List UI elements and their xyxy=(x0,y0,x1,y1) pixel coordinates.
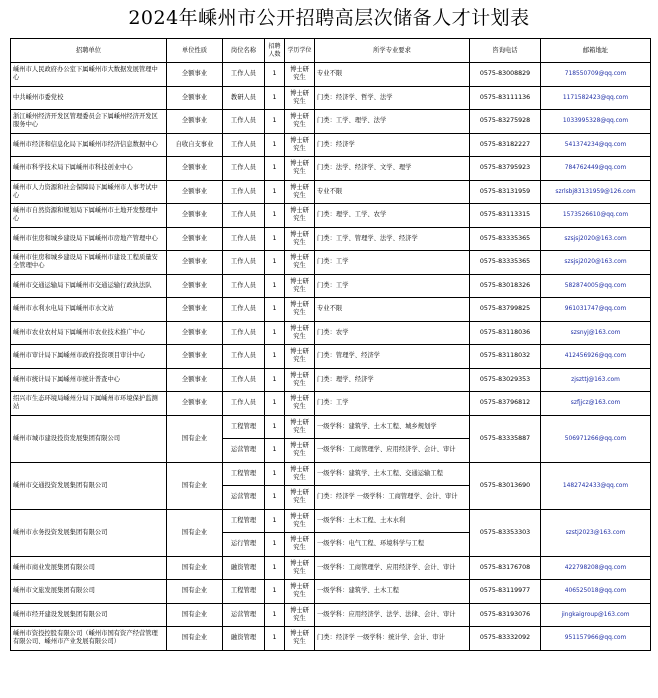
nature-cell: 国有企业 xyxy=(167,509,223,556)
count-cell: 1 xyxy=(265,462,285,486)
header-row xyxy=(11,39,651,63)
major-cell: 一级学科：工商管理学、应用经济学、会计、审计 xyxy=(315,556,470,580)
table-row xyxy=(11,274,651,298)
recruitment-table xyxy=(10,38,651,651)
count-cell: 1 xyxy=(265,509,285,533)
header-major: 所学专业要求 xyxy=(315,39,470,63)
nature-cell: 全额事业 xyxy=(167,368,223,392)
unit-cell: 嵊州市经济和信息化局下属嵊州市经济信息数据中心 xyxy=(11,133,167,157)
email-cell[interactable]: szsnyj@163.com xyxy=(541,321,651,345)
unit-cell: 中共嵊州市委党校 xyxy=(11,86,167,110)
count-cell: 1 xyxy=(265,556,285,580)
email-cell[interactable]: 506971266@qq.com xyxy=(541,415,651,462)
post-cell: 工作人员 xyxy=(223,180,265,204)
post-cell: 工作人员 xyxy=(223,133,265,157)
table-row xyxy=(11,556,651,580)
count-cell: 1 xyxy=(265,533,285,557)
unit-cell: 嵊州市科学技术局下属嵊州市科技创业中心 xyxy=(11,157,167,181)
email-cell[interactable]: 961031747@qq.com xyxy=(541,298,651,322)
major-cell: 门类：法学、经济学、文学、理学 xyxy=(315,157,470,181)
degree-cell: 博士研究生 xyxy=(285,204,315,228)
post-cell: 工程管理 xyxy=(223,462,265,486)
degree-cell: 博士研究生 xyxy=(285,486,315,510)
phone-cell: 0575-83335365 xyxy=(470,227,541,251)
count-cell: 1 xyxy=(265,298,285,322)
phone-cell: 0575-83795923 xyxy=(470,157,541,181)
email-cell[interactable]: 951157966@qq.com xyxy=(541,627,651,651)
table-row xyxy=(11,509,651,533)
count-cell: 1 xyxy=(265,439,285,463)
phone-cell: 0575-83182227 xyxy=(470,133,541,157)
degree-cell: 博士研究生 xyxy=(285,227,315,251)
email-cell[interactable]: 718550709@qq.com xyxy=(541,63,651,87)
table-row xyxy=(11,345,651,369)
email-cell[interactable]: 412456926@qq.com xyxy=(541,345,651,369)
table-row xyxy=(11,133,651,157)
unit-cell: 嵊州市审计局下属嵊州市政府投资项目审计中心 xyxy=(11,345,167,369)
email-cell[interactable]: jingkaigroup@163.com xyxy=(541,603,651,627)
email-cell[interactable]: 1573526610@qq.com xyxy=(541,204,651,228)
post-cell: 工程管理 xyxy=(223,509,265,533)
phone-cell: 0575-83193076 xyxy=(470,603,541,627)
phone-cell: 0575-83118032 xyxy=(470,345,541,369)
table-row xyxy=(11,251,651,275)
phone-cell: 0575-83111136 xyxy=(470,86,541,110)
unit-cell: 嵊州市资投控股有限公司（嵊州市国有资产经营管理有限公司、嵊州市产业发展有限公司） xyxy=(11,627,167,651)
phone-cell: 0575-83332092 xyxy=(470,627,541,651)
degree-cell: 博士研究生 xyxy=(285,533,315,557)
post-cell: 工作人员 xyxy=(223,251,265,275)
degree-cell: 博士研究生 xyxy=(285,439,315,463)
nature-cell: 自收自支事业 xyxy=(167,133,223,157)
major-cell: 门类：管理学、经济学 xyxy=(315,345,470,369)
email-cell[interactable]: 406525018@qq.com xyxy=(541,580,651,604)
table-row xyxy=(11,392,651,416)
degree-cell: 博士研究生 xyxy=(285,63,315,87)
phone-cell: 0575-83796812 xyxy=(470,392,541,416)
nature-cell: 全额事业 xyxy=(167,321,223,345)
nature-cell: 国有企业 xyxy=(167,580,223,604)
major-cell: 门类：经济学 一级学科：统计学、会计、审计 xyxy=(315,627,470,651)
unit-cell: 嵊州市住房和城乡建设局下属嵊州市房地产管理中心 xyxy=(11,227,167,251)
table-row xyxy=(11,368,651,392)
degree-cell: 博士研究生 xyxy=(285,392,315,416)
nature-cell: 全额事业 xyxy=(167,180,223,204)
post-cell: 工作人员 xyxy=(223,157,265,181)
email-cell[interactable]: 784762449@qq.com xyxy=(541,157,651,181)
post-cell: 工作人员 xyxy=(223,63,265,87)
degree-cell: 博士研究生 xyxy=(285,415,315,439)
count-cell: 1 xyxy=(265,486,285,510)
email-cell[interactable]: szstj2023@163.com xyxy=(541,509,651,556)
header-unit: 招聘单位 xyxy=(11,39,167,63)
major-cell: 门类：工学 xyxy=(315,392,470,416)
major-cell: 专业不限 xyxy=(315,298,470,322)
table-row xyxy=(11,603,651,627)
count-cell: 1 xyxy=(265,368,285,392)
degree-cell: 博士研究生 xyxy=(285,180,315,204)
post-cell: 工作人员 xyxy=(223,298,265,322)
degree-cell: 博士研究生 xyxy=(285,133,315,157)
nature-cell: 全额事业 xyxy=(167,110,223,134)
table-row xyxy=(11,204,651,228)
degree-cell: 博士研究生 xyxy=(285,603,315,627)
table-row xyxy=(11,110,651,134)
major-cell: 一级学科：土木工程、土木水利 xyxy=(315,509,470,533)
degree-cell: 博士研究生 xyxy=(285,627,315,651)
major-cell: 一级学科：应用经济学、法学、法律、会计、审计 xyxy=(315,603,470,627)
major-cell: 门类：工学 xyxy=(315,251,470,275)
phone-cell: 0575-83118036 xyxy=(470,321,541,345)
unit-cell: 嵊州市经开建设发展集团有限公司 xyxy=(11,603,167,627)
major-cell: 门类：理学、经济学 xyxy=(315,368,470,392)
post-cell: 运营管理 xyxy=(223,486,265,510)
header-degree: 学历学位 xyxy=(285,39,315,63)
major-cell: 门类：工学、管理学、法学、经济学 xyxy=(315,227,470,251)
header-email: 邮箱地址 xyxy=(541,39,651,63)
unit-cell: 嵊州市商业发展集团有限公司 xyxy=(11,556,167,580)
major-cell: 一级学科：建筑学、土木工程、交通运输工程 xyxy=(315,462,470,486)
post-cell: 工作人员 xyxy=(223,368,265,392)
phone-cell: 0575-83013690 xyxy=(470,462,541,509)
count-cell: 1 xyxy=(265,251,285,275)
table-row xyxy=(11,321,651,345)
header-post: 岗位名称 xyxy=(223,39,265,63)
count-cell: 1 xyxy=(265,204,285,228)
table-row xyxy=(11,86,651,110)
nature-cell: 国有企业 xyxy=(167,556,223,580)
count-cell: 1 xyxy=(265,227,285,251)
email-cell[interactable]: zjszttj@163.com xyxy=(541,368,651,392)
degree-cell: 博士研究生 xyxy=(285,345,315,369)
nature-cell: 全额事业 xyxy=(167,392,223,416)
nature-cell: 全额事业 xyxy=(167,227,223,251)
post-cell: 工作人员 xyxy=(223,345,265,369)
count-cell: 1 xyxy=(265,603,285,627)
nature-cell: 全额事业 xyxy=(167,63,223,87)
nature-cell: 全额事业 xyxy=(167,251,223,275)
count-cell: 1 xyxy=(265,345,285,369)
major-cell: 一级学科：建筑学、土木工程、城乡规划学 xyxy=(315,415,470,439)
count-cell: 1 xyxy=(265,86,285,110)
count-cell: 1 xyxy=(265,580,285,604)
major-cell: 门类：经济学、哲学、法学 xyxy=(315,86,470,110)
header-phone: 咨询电话 xyxy=(470,39,541,63)
major-cell: 一级学科：工商管理学、应用经济学、会计、审计 xyxy=(315,439,470,463)
phone-cell: 0575-83113315 xyxy=(470,204,541,228)
post-cell: 教研人员 xyxy=(223,86,265,110)
email-cell[interactable]: 1033995328@qq.com xyxy=(541,110,651,134)
count-cell: 1 xyxy=(265,627,285,651)
post-cell: 工作人员 xyxy=(223,392,265,416)
email-cell[interactable]: szsjsj2020@163.com xyxy=(541,251,651,275)
post-cell: 融资管理 xyxy=(223,556,265,580)
major-cell: 一级学科：电气工程、环境科学与工程 xyxy=(315,533,470,557)
table-row xyxy=(11,227,651,251)
table-row xyxy=(11,462,651,486)
post-cell: 工程管理 xyxy=(223,415,265,439)
nature-cell: 国有企业 xyxy=(167,627,223,651)
phone-cell: 0575-83029353 xyxy=(470,368,541,392)
degree-cell: 博士研究生 xyxy=(285,556,315,580)
major-cell: 门类：理学、工学、农学 xyxy=(315,204,470,228)
email-cell[interactable]: 1171582423@qq.com xyxy=(541,86,651,110)
post-cell: 工作人员 xyxy=(223,110,265,134)
major-cell: 门类：经济学 一级学科：工商管理学、会计、审计 xyxy=(315,486,470,510)
count-cell: 1 xyxy=(265,133,285,157)
degree-cell: 博士研究生 xyxy=(285,321,315,345)
count-cell: 1 xyxy=(265,180,285,204)
phone-cell: 0575-83335365 xyxy=(470,251,541,275)
degree-cell: 博士研究生 xyxy=(285,274,315,298)
post-cell: 工作人员 xyxy=(223,321,265,345)
table-row xyxy=(11,580,651,604)
post-cell: 运行管理 xyxy=(223,533,265,557)
unit-cell: 嵊州市交通运输局下属嵊州市交通运输行政执法队 xyxy=(11,274,167,298)
count-cell: 1 xyxy=(265,392,285,416)
degree-cell: 博士研究生 xyxy=(285,509,315,533)
header-nature: 单位性质 xyxy=(167,39,223,63)
header-count: 招聘人数 xyxy=(265,39,285,63)
count-cell: 1 xyxy=(265,274,285,298)
degree-cell: 博士研究生 xyxy=(285,251,315,275)
count-cell: 1 xyxy=(265,415,285,439)
post-cell: 工作人员 xyxy=(223,204,265,228)
email-cell[interactable]: szrlsbj83131959@126.com xyxy=(541,180,651,204)
degree-cell: 博士研究生 xyxy=(285,157,315,181)
count-cell: 1 xyxy=(265,110,285,134)
nature-cell: 国有企业 xyxy=(167,415,223,462)
email-cell[interactable]: szsjsj2020@163.com xyxy=(541,227,651,251)
table-body xyxy=(11,63,651,651)
unit-cell: 浙江嵊州经济开发区管理委员会下属嵊州经济开发区服务中心 xyxy=(11,110,167,134)
nature-cell: 全额事业 xyxy=(167,86,223,110)
nature-cell: 全额事业 xyxy=(167,274,223,298)
nature-cell: 全额事业 xyxy=(167,204,223,228)
degree-cell: 博士研究生 xyxy=(285,462,315,486)
post-cell: 工作人员 xyxy=(223,274,265,298)
post-cell: 工作人员 xyxy=(223,227,265,251)
nature-cell: 全额事业 xyxy=(167,298,223,322)
unit-cell: 嵊州市人民政府办公室下属嵊州市大数据发展管理中心 xyxy=(11,63,167,87)
page-title: 2024年嵊州市公开招聘高层次储备人才计划表 xyxy=(128,7,530,29)
phone-cell: 0575-83799825 xyxy=(470,298,541,322)
unit-cell: 嵊州市水务投资发展集团有限公司 xyxy=(11,509,167,556)
phone-cell: 0575-83008829 xyxy=(470,63,541,87)
nature-cell: 国有企业 xyxy=(167,462,223,509)
major-cell: 门类：农学 xyxy=(315,321,470,345)
phone-cell: 0575-83176708 xyxy=(470,556,541,580)
email-cell[interactable]: 582874005@qq.com xyxy=(541,274,651,298)
major-cell: 专业不限 xyxy=(315,180,470,204)
unit-cell: 嵊州市统计局下属嵊州市统计普查中心 xyxy=(11,368,167,392)
phone-cell: 0575-83335887 xyxy=(470,415,541,462)
phone-cell: 0575-83275928 xyxy=(470,110,541,134)
table-row xyxy=(11,415,651,439)
table-row xyxy=(11,298,651,322)
unit-cell: 嵊州市文旅发展集团有限公司 xyxy=(11,580,167,604)
count-cell: 1 xyxy=(265,157,285,181)
unit-cell: 嵊州市交通投资发展集团有限公司 xyxy=(11,462,167,509)
phone-cell: 0575-83119977 xyxy=(470,580,541,604)
major-cell: 门类：工学 xyxy=(315,274,470,298)
table-row xyxy=(11,157,651,181)
degree-cell: 博士研究生 xyxy=(285,368,315,392)
unit-cell: 嵊州市人力资源和社会保障局下属嵊州市人事考试中心 xyxy=(11,180,167,204)
nature-cell: 国有企业 xyxy=(167,603,223,627)
degree-cell: 博士研究生 xyxy=(285,110,315,134)
unit-cell: 绍兴市生态环境局嵊州分局下属嵊州市环境保护监测站 xyxy=(11,392,167,416)
phone-cell: 0575-83353303 xyxy=(470,509,541,556)
unit-cell: 嵊州市住房和城乡建设局下属嵊州市建设工程质量安全管理中心 xyxy=(11,251,167,275)
unit-cell: 嵊州市自然资源和规划局下属嵊州市土地开发整理中心 xyxy=(11,204,167,228)
post-cell: 工程管理 xyxy=(223,580,265,604)
major-cell: 专业不限 xyxy=(315,63,470,87)
email-cell[interactable]: szfjjcz@163.com xyxy=(541,392,651,416)
email-cell[interactable]: 1482742433@qq.com xyxy=(541,462,651,509)
phone-cell: 0575-83131959 xyxy=(470,180,541,204)
major-cell: 门类：经济学 xyxy=(315,133,470,157)
post-cell: 融资管理 xyxy=(223,627,265,651)
count-cell: 1 xyxy=(265,63,285,87)
post-cell: 运营管理 xyxy=(223,439,265,463)
major-cell: 一级学科：建筑学、土木工程 xyxy=(315,580,470,604)
table-row xyxy=(11,180,651,204)
degree-cell: 博士研究生 xyxy=(285,580,315,604)
email-cell[interactable]: 422798208@qq.com xyxy=(541,556,651,580)
degree-cell: 博士研究生 xyxy=(285,86,315,110)
table-row xyxy=(11,627,651,651)
email-cell[interactable]: 541374234@qq.com xyxy=(541,133,651,157)
nature-cell: 全额事业 xyxy=(167,157,223,181)
unit-cell: 嵊州市农业农村局下属嵊州市农业技术推广中心 xyxy=(11,321,167,345)
degree-cell: 博士研究生 xyxy=(285,298,315,322)
major-cell: 门类：工学、理学、法学 xyxy=(315,110,470,134)
unit-cell: 嵊州市城市建设投资发展集团有限公司 xyxy=(11,415,167,462)
count-cell: 1 xyxy=(265,321,285,345)
post-cell: 运营管理 xyxy=(223,603,265,627)
unit-cell: 嵊州市水利水电局下属嵊州市水文站 xyxy=(11,298,167,322)
table-row xyxy=(11,63,651,87)
nature-cell: 全额事业 xyxy=(167,345,223,369)
phone-cell: 0575-83018326 xyxy=(470,274,541,298)
